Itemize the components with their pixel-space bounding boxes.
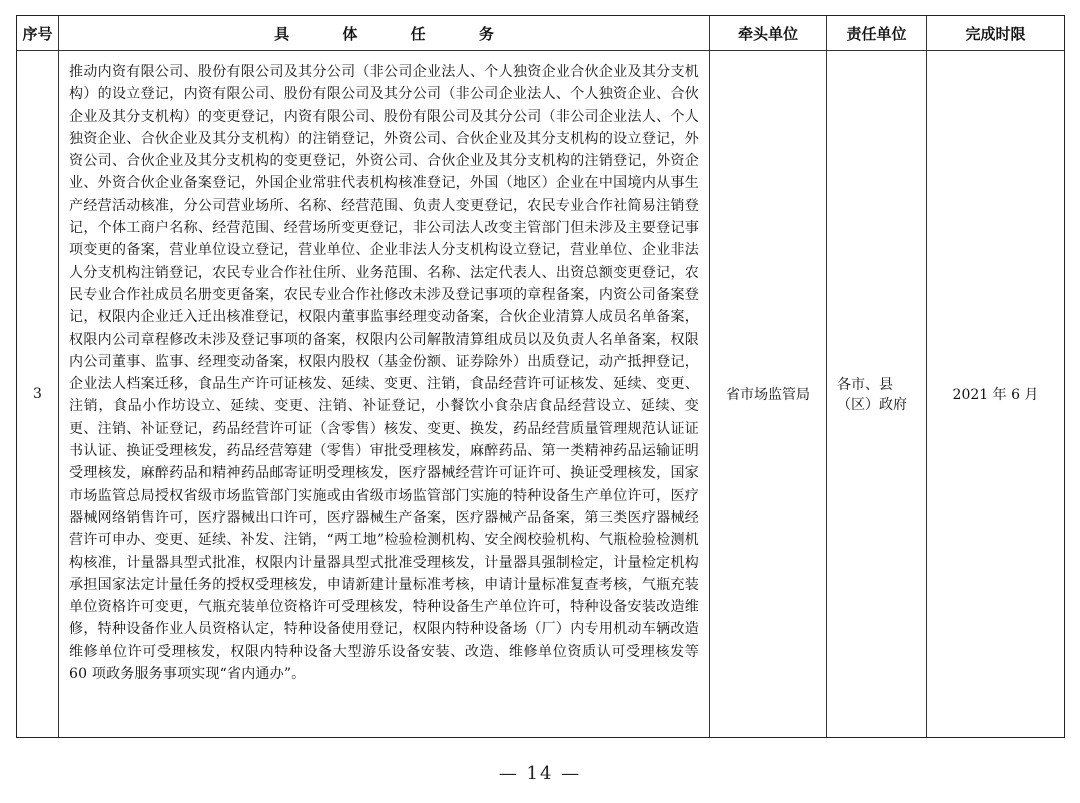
header-deadline: 完成时限 — [927, 16, 1064, 51]
row-lead-unit: 省市场监管局 — [710, 51, 827, 737]
header-lead-unit: 牵头单位 — [710, 16, 827, 51]
row-responsible-unit: 各市、县（区）政府 — [827, 51, 927, 737]
row-index: 3 — [17, 51, 59, 737]
task-table — [16, 15, 1065, 738]
header-responsible-unit: 责任单位 — [827, 16, 927, 51]
row-deadline: 2021 年 6 月 — [952, 387, 1039, 403]
page-number: — 14 — — [498, 763, 582, 784]
row-task-text: 推动内资有限公司、股份有限公司及其分公司（非公司企业法人、个人独资企业合伙企业及其分支机构）的设立登记，内资有限公司、股份有限公司及其分公司（非公司企业法人、个人独资企业、合伙企业及其分支机构）的变更登记，内资有限公司、股份有限公司及其分公司（非公司企业法人、个人独资企业、合伙企业及其分支机构）的注销登记，外资公司、合伙企业及其分支机构的设立登记，外资公司、合伙企业及其分支机构的变更登记，外资公司、合伙企业及其分支机构的注销登记，外资企业、外资合伙企业备案登记，外国企业常驻代表机构核准登记，外国（地区）企业在中国境内从事生产经营活动核准，分公司营业场所、名称、经营范围、负责人变更登记，农民专业合作社简易注销登记，个体工商户名称、经营范围、经营场所变更登记，非公司法人改变主管部门但未涉及主要登记事项变更的备案，营业单位设立登记，营业单位、企业非法人分支机构设立登记，营业单位、企业非法人分支机构注销登记，农民专业合作社住所、业务范围、名称、法定代表人、出资总额变更登记，农民专业合作社成员名册变更备案，农民专业合作社修改未涉及登记事项的章程备案，内资公司备案登记，权限内企业迁入迁出核准登记，权限内董事监事经理变动备案，合伙企业清算人成员名单备案，权限内公司章程修改未涉及登记事项的备案，权限内公司解散清算组成员以及负责人名单备案，权限内公司董事、监事、经理变动备案，权限内股权（基金份额、证券除外）出质登记，动产抵押登记，企业法人档案迁移，食品生产许可证核发、延续、变更、注销，食品经营许可证核发、延续、变更、注销，食品小作坊设立、延续、变更、注销、补证登记，小餐饮小食杂店食品经营设立、延续、变更、注销、补证登记，药品经营许可证（含零售）核发、变更、换发，药品经营质量管理规范认证证书认证、换证受理核发，药品经营筹建（零售）审批受理核发，麻醉药品、第一类精神药品运输证明受理核发，麻醉药品和精神药品邮寄证明受理核发，医疗器械经营许可证许可、换证受理核发，国家市场监管总局授权省级市场监管部门实施或由省级市场监管部门实施的特种设备生产单位许可，医疗器械网络销售许可，医疗器械出口许可，医疗器械生产备案，医疗器械产品备案，第三类医疗器械经营许可申办、变更、延续、补发、注销，“两工地”检验检测机构、安全阀校验机构、气瓶检验检测机构核准，计量器具型式批准，权限内计量器具型式批准受理核发，计量器具强制检定，计量检定机构承担国家法定计量任务的授权受理核发，申请新建计量标准考核，申请计量标准复查考核，气瓶充装单位资格许可变更，气瓶充装单位资格许可受理核发，特种设备生产单位许可，特种设备安装改造维修，特种设备作业人员资格认定，特种设备使用登记，权限内特种设备场（厂）内专用机动车辆改造维修单位许可受理核发，权限内特种设备大型游乐设备安装、改造、维修单位资质认可受理核发等 60 项政务服务事项实现“省内通办”。 — [59, 51, 710, 737]
header-index: 序号 — [17, 16, 59, 51]
header-task: 具 体 任 务 — [59, 16, 710, 51]
